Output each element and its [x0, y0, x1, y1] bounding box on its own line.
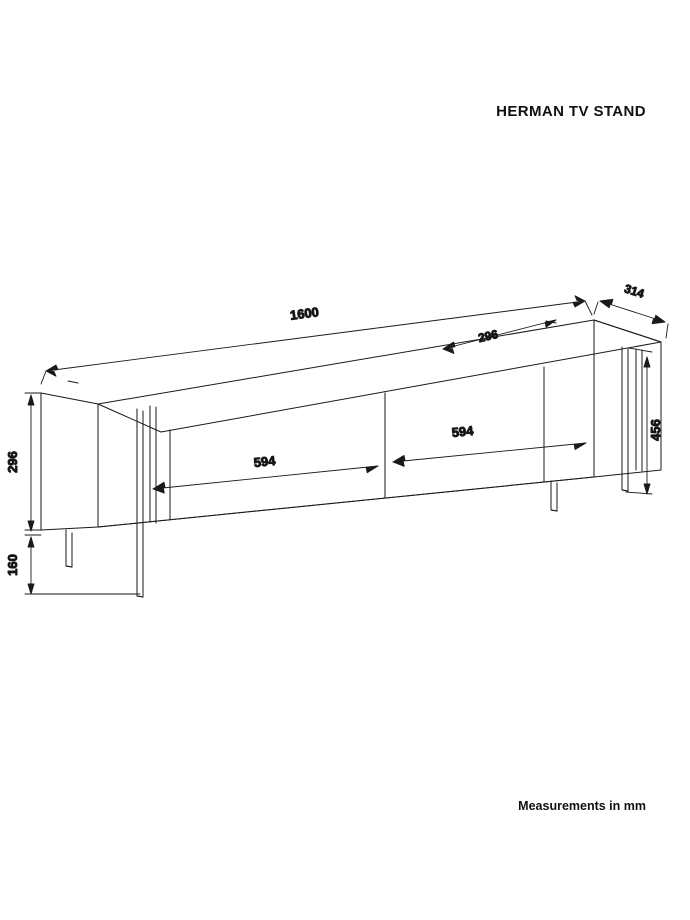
dim-label-overall-height: 456 [648, 419, 663, 441]
dim-label-door-width-left: 594 [252, 452, 277, 471]
cabinet-front-face [98, 320, 594, 527]
leg-front-left-tall [137, 409, 143, 597]
dim-line-door-width-right [393, 443, 586, 466]
dim-line-cabinet-height [25, 393, 41, 531]
leg-mid-left-tall [150, 406, 156, 523]
dim-line-door-width-left [153, 466, 378, 493]
dim-label-cabinet-height: 296 [5, 451, 20, 473]
cabinet-top-face [98, 320, 661, 432]
handle-notch-left [68, 381, 78, 383]
leg-far-right-tall [622, 347, 628, 491]
dim-line-leg-height [25, 535, 140, 594]
dim-line-top-panel-depth [443, 320, 556, 354]
leg-front-left [66, 530, 72, 567]
dim-label-overall-width: 1600 [289, 304, 320, 323]
dim-label-overall-depth: 314 [622, 281, 646, 301]
dim-label-leg-height: 160 [5, 554, 20, 576]
dim-label-top-panel-depth: 296 [476, 327, 500, 346]
leg-rear-right [551, 481, 557, 511]
page-title: HERMAN TV STAND [496, 103, 646, 120]
dim-label-door-width-right: 594 [450, 422, 475, 441]
measurement-unit-note: Measurements in mm [518, 799, 646, 813]
leg-far-right-back [636, 349, 642, 471]
cabinet-left-end [41, 393, 98, 530]
